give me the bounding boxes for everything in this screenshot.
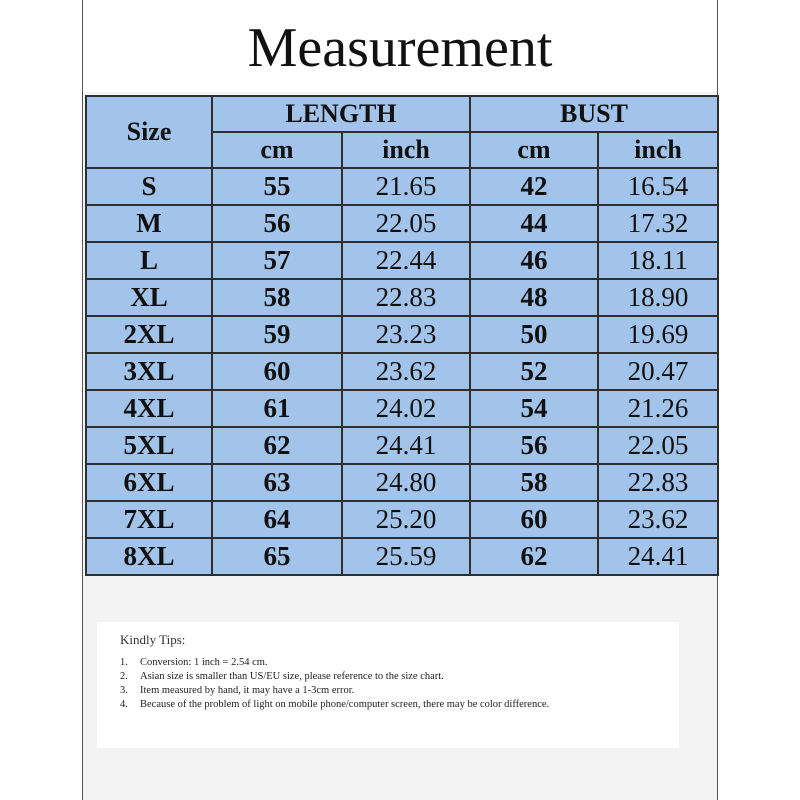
length-inch-header: inch	[342, 132, 470, 168]
bust-inch-cell: 19.69	[598, 316, 718, 353]
table-row	[86, 501, 718, 538]
bust-inch-cell: 24.41	[598, 538, 718, 575]
length-inch-cell: 21.65	[342, 168, 470, 205]
size-cell: 8XL	[86, 538, 212, 575]
bust-inch-cell: 18.90	[598, 279, 718, 316]
bust-cm-cell: 58	[470, 464, 598, 501]
table-row	[86, 316, 718, 353]
length-inch-cell: 25.59	[342, 538, 470, 575]
bust-inch-cell: 21.26	[598, 390, 718, 427]
bust-cm-cell: 56	[470, 427, 598, 464]
length-group-header: LENGTH	[212, 96, 470, 132]
table-row	[86, 427, 718, 464]
length-inch-cell: 22.44	[342, 242, 470, 279]
table-row	[86, 205, 718, 242]
length-inch-cell: 24.80	[342, 464, 470, 501]
size-cell: 6XL	[86, 464, 212, 501]
tips-title: Kindly Tips:	[120, 632, 186, 647]
length-inch-cell: 24.41	[342, 427, 470, 464]
length-inch-cell: 22.05	[342, 205, 470, 242]
length-cm-cell: 57	[212, 242, 342, 279]
size-cell: 3XL	[86, 353, 212, 390]
tip-number: 1.	[120, 657, 128, 668]
size-chart-panel	[82, 0, 718, 800]
bust-cm-cell: 48	[470, 279, 598, 316]
size-cell: M	[86, 205, 212, 242]
length-cm-cell: 64	[212, 501, 342, 538]
length-inch-cell: 23.62	[342, 353, 470, 390]
size-cell: 4XL	[86, 390, 212, 427]
bust-cm-cell: 62	[470, 538, 598, 575]
bust-cm-cell: 42	[470, 168, 598, 205]
table-row	[86, 390, 718, 427]
length-cm-cell: 62	[212, 427, 342, 464]
length-cm-header: cm	[212, 132, 342, 168]
bust-inch-header: inch	[598, 132, 718, 168]
size-cell: S	[86, 168, 212, 205]
tip-item	[120, 670, 660, 683]
tips-list	[120, 656, 660, 712]
length-cm-cell: 55	[212, 168, 342, 205]
table-row	[86, 464, 718, 501]
length-cm-cell: 60	[212, 353, 342, 390]
tip-text: Because of the problem of light on mobile phone/computer screen, there may be color difference.	[140, 699, 550, 710]
bust-cm-header: cm	[470, 132, 598, 168]
tip-text: Conversion: 1 inch = 2.54 cm.	[140, 657, 268, 668]
size-table	[85, 95, 719, 576]
bust-inch-cell: 17.32	[598, 205, 718, 242]
bust-inch-cell: 22.05	[598, 427, 718, 464]
bust-cm-cell: 44	[470, 205, 598, 242]
bust-inch-cell: 22.83	[598, 464, 718, 501]
bust-inch-cell: 23.62	[598, 501, 718, 538]
page-title: Measurement	[247, 17, 553, 79]
kindly-tips-box	[97, 622, 679, 748]
bust-cm-cell: 52	[470, 353, 598, 390]
size-cell: 2XL	[86, 316, 212, 353]
length-cm-cell: 56	[212, 205, 342, 242]
length-cm-cell: 59	[212, 316, 342, 353]
size-column-header: Size	[86, 96, 212, 168]
bust-inch-cell: 16.54	[598, 168, 718, 205]
table-body	[86, 168, 718, 575]
bust-cm-cell: 50	[470, 316, 598, 353]
tip-text: Asian size is smaller than US/EU size, please reference to the size chart.	[140, 671, 444, 682]
length-inch-cell: 22.83	[342, 279, 470, 316]
length-inch-cell: 24.02	[342, 390, 470, 427]
tip-number: 4.	[120, 699, 128, 710]
size-cell: XL	[86, 279, 212, 316]
table-row	[86, 168, 718, 205]
size-cell: 5XL	[86, 427, 212, 464]
length-inch-cell: 25.20	[342, 501, 470, 538]
table-row	[86, 353, 718, 390]
table-row	[86, 538, 718, 575]
tip-item	[120, 684, 660, 697]
table-row	[86, 279, 718, 316]
tip-number: 2.	[120, 671, 128, 682]
length-cm-cell: 61	[212, 390, 342, 427]
table-header-row	[86, 96, 718, 132]
tip-item	[120, 698, 660, 711]
bust-inch-cell: 18.11	[598, 242, 718, 279]
length-cm-cell: 63	[212, 464, 342, 501]
length-cm-cell: 58	[212, 279, 342, 316]
bust-cm-cell: 60	[470, 501, 598, 538]
tip-text: Item measured by hand, it may have a 1-3cm error.	[140, 685, 355, 696]
size-cell: L	[86, 242, 212, 279]
table-row	[86, 242, 718, 279]
title-band	[83, 0, 717, 92]
size-cell: 7XL	[86, 501, 212, 538]
tip-number: 3.	[120, 685, 128, 696]
bust-cm-cell: 54	[470, 390, 598, 427]
length-inch-cell: 23.23	[342, 316, 470, 353]
bust-cm-cell: 46	[470, 242, 598, 279]
tip-item	[120, 656, 660, 669]
bust-group-header: BUST	[470, 96, 718, 132]
bust-inch-cell: 20.47	[598, 353, 718, 390]
length-cm-cell: 65	[212, 538, 342, 575]
